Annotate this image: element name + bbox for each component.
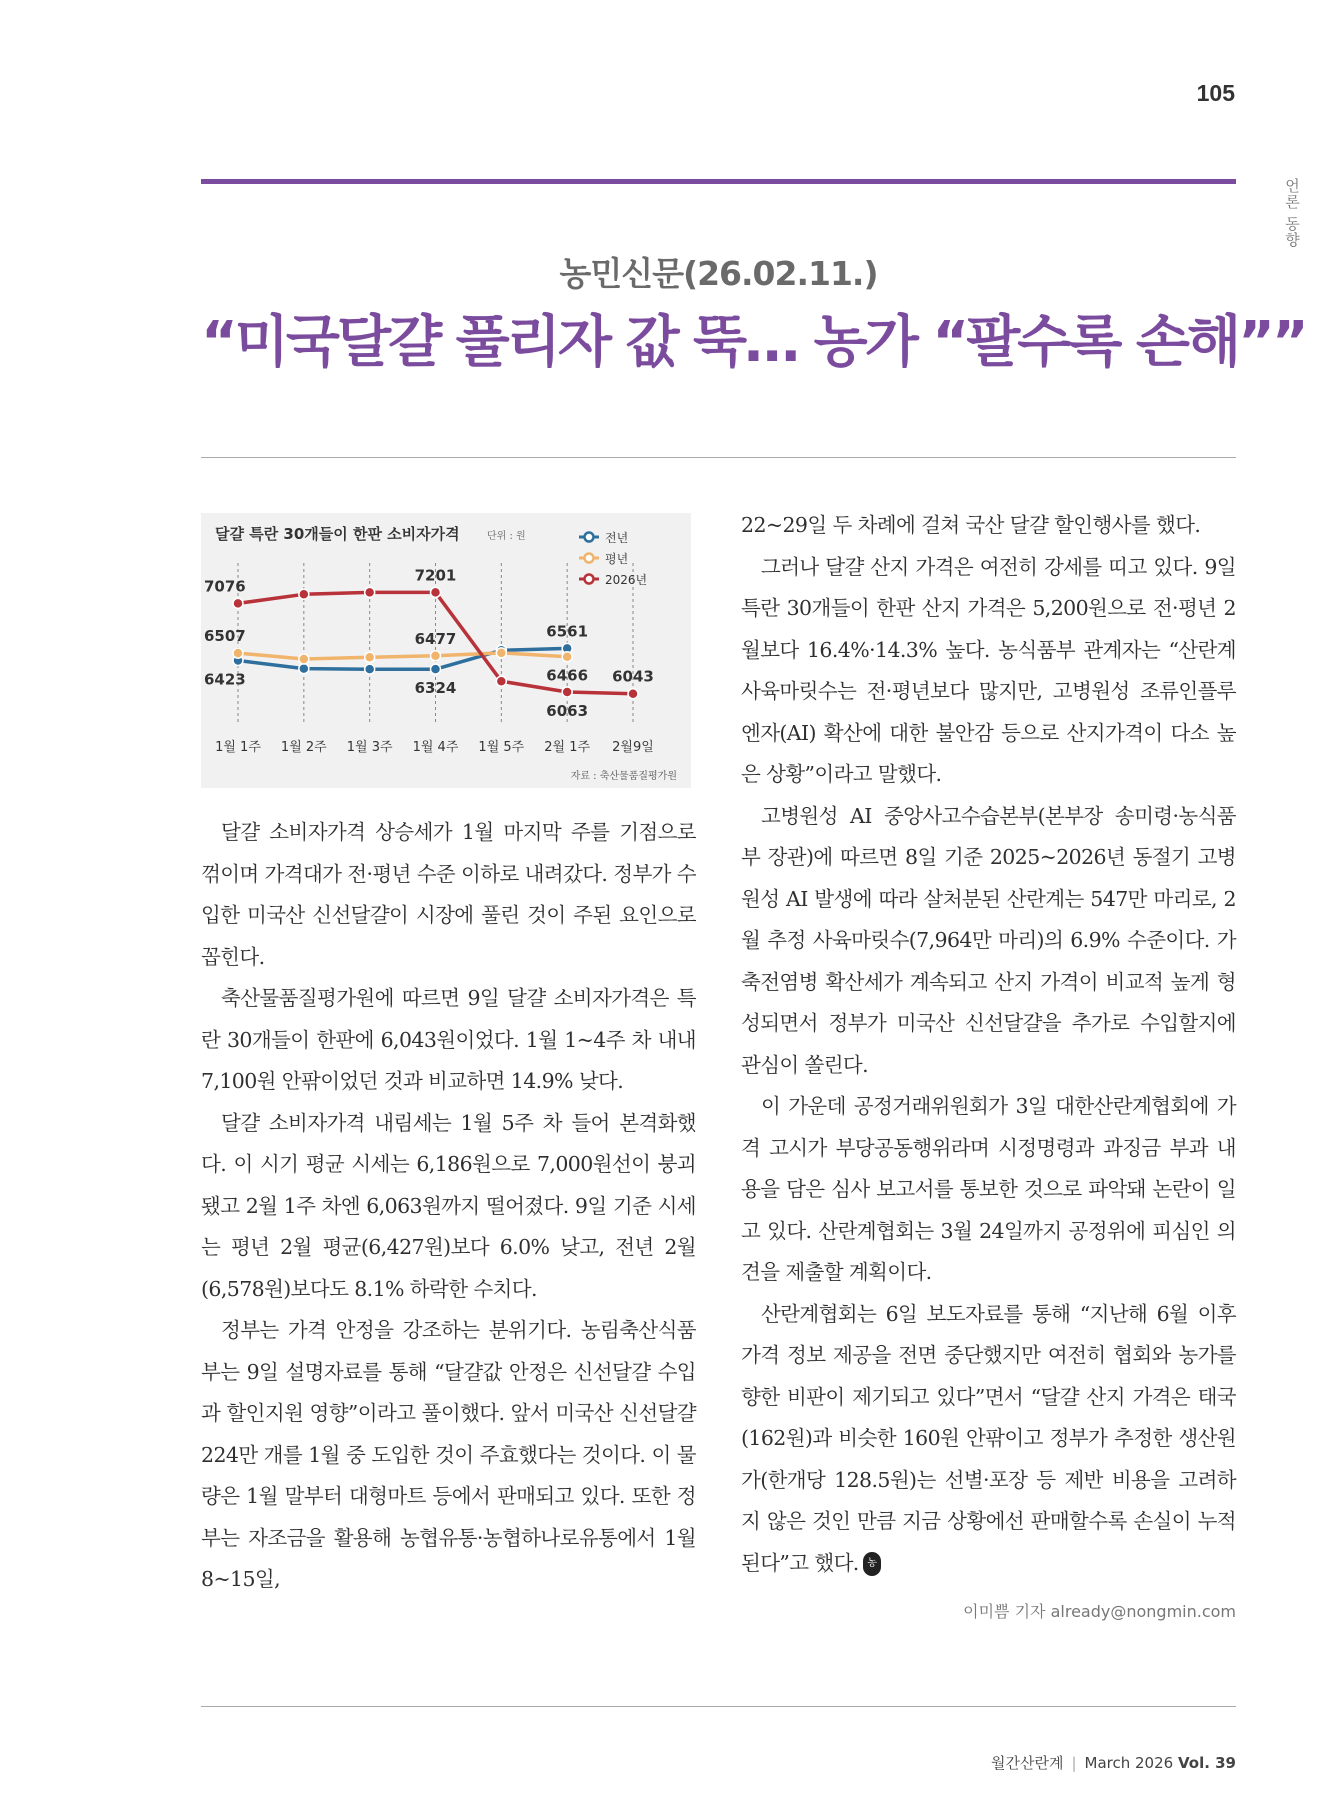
chart-title: 달걀 특란 30개들이 한판 소비자가격 [215,525,460,543]
page-number: 105 [1196,80,1235,106]
data-point [431,587,441,597]
paragraph: 그러나 달걀 산지 가격은 여전히 강세를 띠고 있다. 9일 특란 30개들이 한판 산지 가격은 5,200원으로 전·평년 2월보다 16.4%·14.3% 높다. 농식품부 관계자는 “산란계 사육마릿수는 전·평년보다 많지만, 고병원성 조류인플루엔자(AI) 확산에 대한 불안감 등으로 산지가격이 다소 높은 상황”이라고 말했다. [741,554,1236,786]
footer-issue: March 2026 [1084,1754,1174,1772]
data-label: 7076 [204,577,246,596]
byline: 이미쁨 기자 already@nongmin.com [963,1602,1236,1621]
data-point [628,689,638,699]
x-tick-label: 1월 2주 [280,740,327,755]
legend-label: 평년 [605,552,629,566]
chart-svg [201,513,691,788]
data-point [299,654,309,664]
footer-divider [201,1706,1236,1707]
data-point [562,652,572,662]
data-label: 6063 [546,701,589,720]
paragraph: 이 가운데 공정거래위원회가 3일 대한산란계협회에 가격 고시가 부당공동행위라며 시정명령과 과징금 부과 내용을 담은 심사 보고서를 통보한 것으로 파악돼 논란이 일고 있다. 산란계협회는 3월 24일까지 공정위에 피심인 의견을 제출할 계획이다. [741,1094,1236,1284]
chart-unit: 단위 : 원 [487,531,526,542]
data-label: 6466 [546,666,589,685]
data-label: 6043 [612,667,654,686]
data-point [233,648,243,658]
data-point [562,687,572,697]
article-end-mark: 농민 [863,1552,881,1576]
data-point [431,651,441,661]
x-tick-label: 1월 3주 [346,740,393,755]
paragraph-last [741,1294,1236,1593]
data-point [431,664,441,674]
data-point [233,598,243,608]
article-source: 농민신문(26.02.11.) [559,254,878,293]
legend-marker [585,575,594,584]
paragraph-continued: 22~29일 두 차례에 걸쳐 국산 달걀 할인행사를 했다. [741,513,1201,537]
data-label: 7201 [414,566,457,585]
legend-label: 2026년 [605,573,648,587]
headline-divider [201,457,1236,458]
data-point [365,664,375,674]
footer-separator: | [1071,1754,1077,1772]
paragraph: 달걀 소비자가격 내림세는 1월 5주 차 들어 본격화했다. 이 시기 평균 시세는 6,186원으로 7,000원선이 붕괴됐고 2월 1주 차엔 6,063원까지 떨어졌다. 9일 기준 시세는 평년 2월 평균(6,427원)보다 6.0% 낮고, 전년 2월(6,578원)보다도 8.1% 하락한 수치다. [201,1110,696,1301]
chart-source: 자료 : 축산물품질평가원 [570,771,677,782]
header-rule [201,179,1236,184]
x-tick-label: 2월 1주 [544,740,591,755]
data-point [496,648,506,658]
x-tick-label: 1월 1주 [215,740,261,755]
x-tick-label: 1월 5주 [478,740,525,755]
series-line [238,653,567,659]
x-tick-label: 2월9일 [612,740,654,755]
data-label: 6477 [414,629,457,648]
data-label: 6507 [204,627,246,646]
data-point [299,589,309,599]
legend-label: 전년 [605,531,629,545]
footer-magazine: 월간산란계 [991,1754,1064,1772]
egg-price-chart [201,513,691,788]
article-column-right [741,505,1236,1593]
article-column-left [201,812,696,1601]
paragraph: 고병원성 AI 중앙사고수습본부(본부장 송미령·농식품부 장관)에 따르면 8일 기준 2025~2026년 동절기 고병원성 AI 발생에 따라 살처분된 산란계는 547만 마리로, 2월 추정 사육마릿수(7,964만 마리)의 6.9% 수준이다. 가축전염병 확산세가 계속되고 산지 가격이 비교적 높게 형성되면서 정부가 미국산 신선달걀을 추가로 수입할지에 관심이 쏠린다. [741,803,1236,1077]
data-point [365,652,375,662]
x-tick-label: 1월 4주 [412,740,459,755]
article-headline: “미국달걀 풀리자 값 뚝… 농가 “팔수록 손해”” [201,310,1306,375]
data-label: 6423 [204,670,246,689]
paragraph-text: 산란계협회는 6일 보도자료를 통해 “지난해 6월 이후 가격 정보 제공을 전면 중단했지만 여전히 협회와 농가를 향한 비판이 제기되고 있다”면서 “달걀 산지 가격은 태국(162원)과 비슷한 160원 안팎이고 정부가 추정한 생산원가(한개당 128.5원)는 선별·포장 등 제반 비용을 고려하지 않은 것인 만큼 지금 상황에선 판매할수록 손실이 누적된다”고 했다. [741,1301,1236,1575]
data-point [299,664,309,674]
data-label: 6324 [414,679,457,698]
page-footer [800,1752,1236,1773]
footer-volume: Vol. 39 [1177,1754,1236,1772]
paragraph: 축산물품질평가원에 따르면 9일 달걀 소비자가격은 특란 30개들이 한판에 6,043원이었다. 1월 1~4주 차 내내 7,100원 안팎이었던 것과 비교하면 14.9% 낮다. [201,986,696,1093]
legend-marker [585,533,594,542]
data-point [496,676,506,686]
paragraph: 정부는 가격 안정을 강조하는 분위기다. 농림축산식품부는 9일 설명자료를 통해 “달걀값 안정은 신선달걀 수입과 할인지원 영향”이라고 풀이했다. 앞서 미국산 신선달걀 224만 개를 1월 중 도입한 것이 주효했다는 것이다. 이 물량은 1월 말부터 대형마트 등에서 판매되고 있다. 또한 정부는 자조금을 활용해 농협유통·농협하나로유통에서 1월 8~15일, [201,1318,696,1591]
section-side-label: 언론 동향 [1283,178,1301,248]
data-label: 6561 [546,622,589,641]
legend-marker [585,554,594,563]
data-point [365,587,375,597]
paragraph: 달걀 소비자가격 상승세가 1월 마지막 주를 기점으로 꺾이며 가격대가 전·평년 수준 이하로 내려갔다. 정부가 수입한 미국산 신선달걀이 시장에 풀린 것이 주된 요인으로 꼽힌다. [201,820,696,969]
